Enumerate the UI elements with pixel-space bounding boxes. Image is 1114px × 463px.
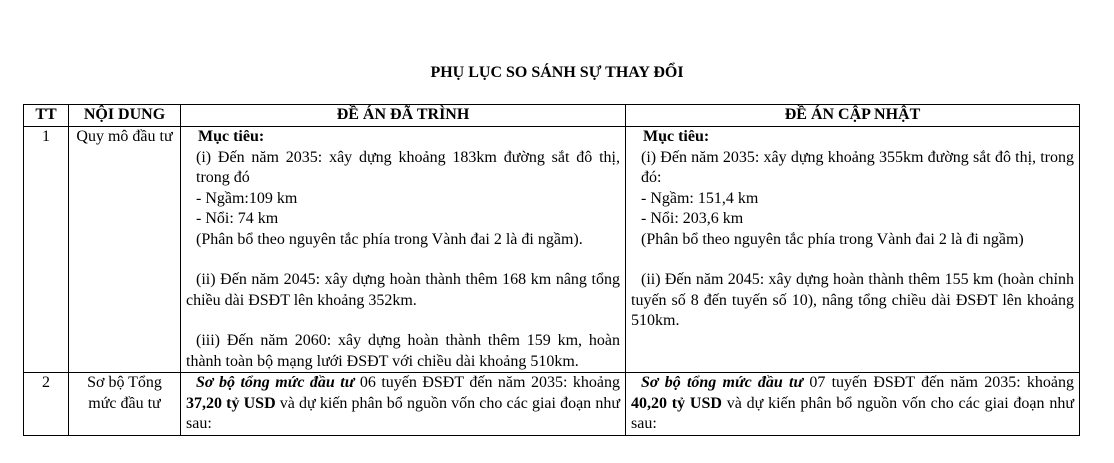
- target-2035: (i) Đến năm 2035: xây dựng khoảng 183km đường sắt đô thị, trong đó: [196, 148, 620, 186]
- table-header-row: [24, 105, 1080, 127]
- cell-de-an-da-trinh: [181, 373, 626, 436]
- underground-length: - Ngầm: 151,4 km: [641, 189, 759, 207]
- target-2045: (ii) Đến năm 2045: xây dựng hoàn thành thêm 155 km (hoàn chỉnh tuyến số 8 đến tuyến số 10), nâng tổng chiều dài ĐSĐT lên khoảng 510km.: [631, 271, 1074, 329]
- investment-paragraph: [631, 373, 1074, 435]
- header-de-an-cap-nhat: ĐỀ ÁN CẬP NHẬT: [626, 105, 1080, 127]
- allocation-note: (Phân bổ theo nguyên tắc phía trong Vành đai 2 là đi ngầm): [641, 230, 1024, 248]
- objective-label: Mục tiêu:: [643, 128, 710, 145]
- row-number: 1: [24, 127, 69, 373]
- table-row: [24, 373, 1080, 436]
- row-content-label: Quy mô đầu tư: [69, 127, 181, 373]
- allocation-note: (Phân bổ theo nguyên tắc phía trong Vành đai 2 là đi ngầm).: [196, 230, 583, 248]
- comparison-table: [23, 104, 1080, 436]
- elevated-length: - Nổi: 74 km: [196, 210, 279, 227]
- investment-paragraph: [186, 373, 620, 435]
- cell-de-an-cap-nhat: [626, 127, 1080, 373]
- row-content-label: Sơ bộ Tổng mức đầu tư: [69, 373, 181, 436]
- header-noi-dung: NỘI DUNG: [69, 105, 181, 127]
- objective-label: Mục tiêu:: [198, 128, 265, 145]
- target-2035: (i) Đến năm 2035: xây dựng khoảng 355km đường sắt đô thị, trong đó:: [641, 148, 1074, 186]
- investment-tail: và dự kiến phân bổ nguồn vốn cho các giai đoạn như sau:: [631, 394, 1074, 432]
- cell-de-an-da-trinh: [181, 127, 626, 373]
- investment-lead: Sơ bộ tổng mức đầu tư: [641, 374, 804, 391]
- investment-mid: 06 tuyến ĐSĐT đến năm 2035: khoảng: [354, 374, 621, 391]
- investment-tail: và dự kiến phân bổ nguồn vốn cho các giai đoạn như sau:: [186, 394, 621, 432]
- investment-amount: 40,20 tỷ USD: [631, 394, 722, 412]
- cell-de-an-cap-nhat: [626, 373, 1080, 436]
- header-tt: TT: [24, 105, 69, 127]
- document-title: PHỤ LỤC SO SÁNH SỰ THAY ĐỔI: [430, 64, 684, 81]
- target-2060: (iii) Đến năm 2060: xây dựng hoàn thành thêm 159 km, hoàn thành toàn bộ mạng lưới ĐSĐT với chiều dài khoảng 510km.: [186, 332, 620, 370]
- elevated-length: - Nổi: 203,6 km: [641, 210, 744, 227]
- underground-length: - Ngầm:109 km: [196, 189, 298, 207]
- header-de-an-da-trinh: ĐỀ ÁN ĐÃ TRÌNH: [181, 105, 626, 127]
- target-2045: (ii) Đến năm 2045: xây dựng hoàn thành thêm 168 km nâng tổng chiều dài ĐSĐT lên khoảng 352km.: [186, 271, 620, 309]
- investment-lead: Sơ bộ tổng mức đầu tư: [196, 374, 355, 391]
- row-number: 2: [24, 373, 69, 436]
- investment-amount: 37,20 tỷ USD: [186, 394, 276, 412]
- table-row: [24, 127, 1080, 373]
- investment-mid: 07 tuyến ĐSĐT đến năm 2035: khoảng: [803, 374, 1075, 391]
